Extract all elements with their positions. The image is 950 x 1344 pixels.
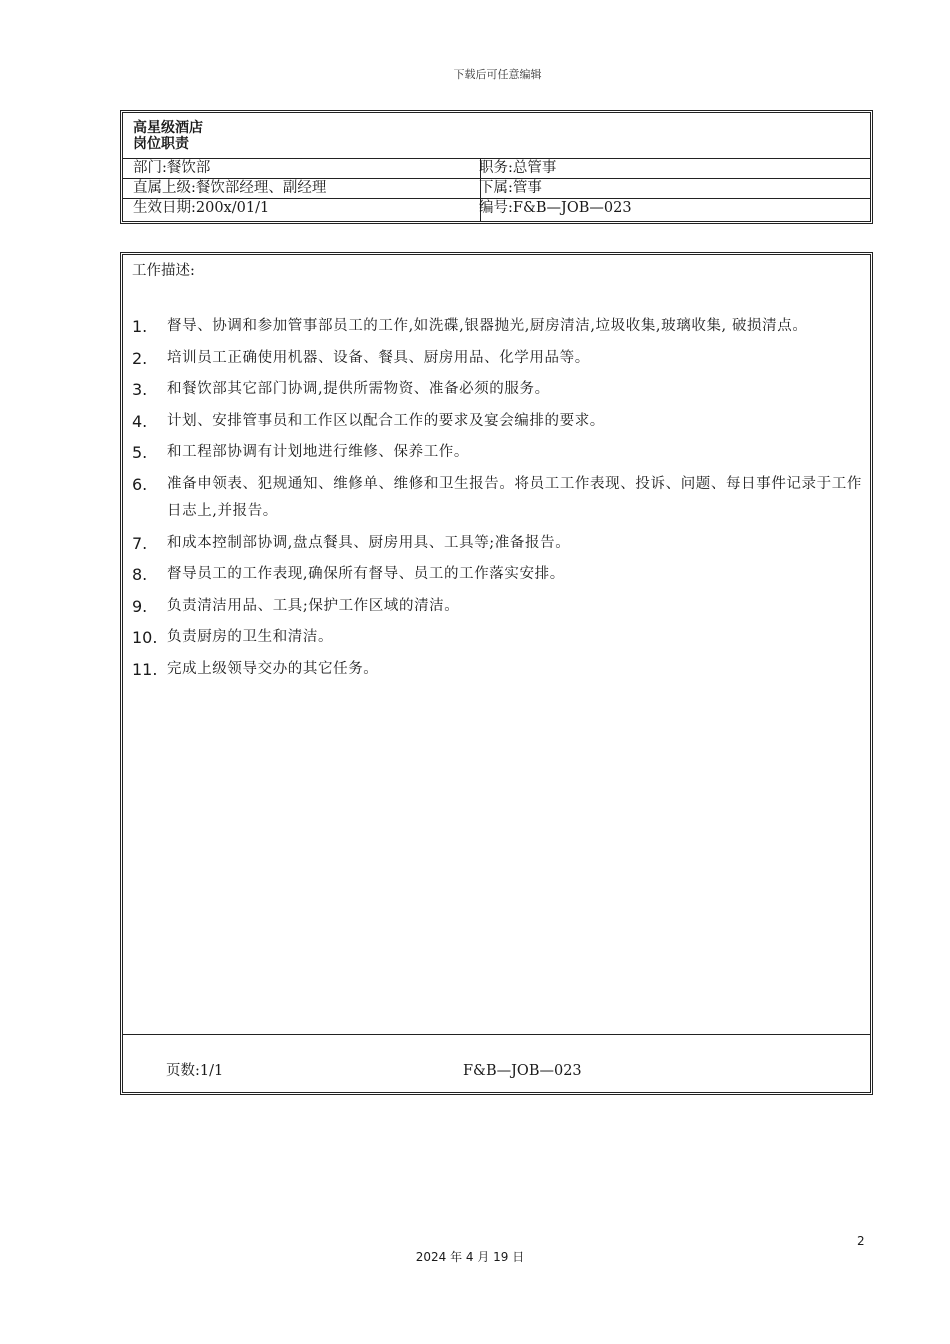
duty-item [132,313,862,341]
duty-number: 6. [132,474,148,494]
duty-number: 7. [132,533,148,553]
duty-item [132,624,862,652]
footer-row [123,1034,870,1092]
document-title [123,113,870,159]
page-count: 页数:1/1 [166,1063,224,1079]
title-line-duties: 岗位职责 [133,136,189,152]
top-note: 下载后可任意编辑 [453,68,542,81]
duty-item [132,376,862,404]
number-cell: 编号:F&B—JOB—023 [479,200,632,216]
duty-number: 10. [132,628,158,647]
duty-number: 2. [132,348,148,368]
duty-text: 和工程部协调有计划地进行维修、保养工作。 [167,444,469,460]
duty-item [132,471,862,526]
title-line-hotel: 高星级酒店 [133,120,203,136]
effective-date-cell: 生效日期:200x/01/1 [123,199,481,221]
header-table [120,110,873,224]
duty-item [132,561,862,589]
duty-number: 11. [132,659,158,679]
duty-number: 4. [132,411,148,431]
duty-number: 8. [132,565,148,584]
duty-text: 督导员工的工作表现,确保所有督导、员工的工作落实安排。 [167,566,565,582]
department-cell: 部门:餐饮部 [123,159,481,178]
duty-text: 和成本控制部协调,盘点餐具、厨房用具、工具等;准备报告。 [167,534,571,551]
header-row-department [123,159,870,179]
document-code: F&B—JOB—023 [463,1063,582,1079]
duty-text: 完成上级领导交办的其它任务。 [167,660,379,677]
duty-number: 1. [132,317,148,336]
duty-number: 3. [132,380,148,399]
duty-item [132,408,862,436]
duty-item [132,593,862,621]
position-cell: 职务:总管事 [479,160,557,176]
header-row-date [123,199,870,221]
duty-text: 和餐饮部其它部门协调,提供所需物资、准备必须的服务。 [167,381,550,397]
duty-list [132,313,862,687]
duty-item [132,530,862,558]
page-number: 2 [857,1234,865,1248]
duty-text: 负责厨房的卫生和清洁。 [167,629,334,645]
header-row-superior [123,179,870,199]
duty-item [132,656,862,684]
duty-text: 准备申领表、犯规通知、维修单、维修和卫生报告。将员工工作表现、投诉、问题、每日事件记录于工作日志上,并报告。 [167,475,862,519]
subordinate-cell: 下属:管事 [479,180,542,196]
job-description-box [120,252,873,1095]
duty-item [132,439,862,467]
duty-item [132,345,862,373]
description-label: 工作描述: [132,263,195,279]
duty-text: 培训员工正确使用机器、设备、餐具、厨房用品、化学用品等。 [167,349,590,366]
superior-cell: 直属上级:餐饮部经理、副经理 [123,179,481,198]
duty-number: 5. [132,443,148,462]
duty-text: 计划、安排管事员和工作区以配合工作的要求及宴会编排的要求。 [167,412,605,429]
duty-text: 督导、协调和参加管事部员工的工作,如洗碟,银器抛光,厨房清洁,垃圾收集,玻璃收集, 破损清点。 [167,318,808,334]
duty-text: 负责清洁用品、工具;保护工作区域的清洁。 [167,597,460,614]
duty-number: 9. [132,596,148,616]
footer-date: 2024 年 4 月 19 日 [415,1250,525,1264]
